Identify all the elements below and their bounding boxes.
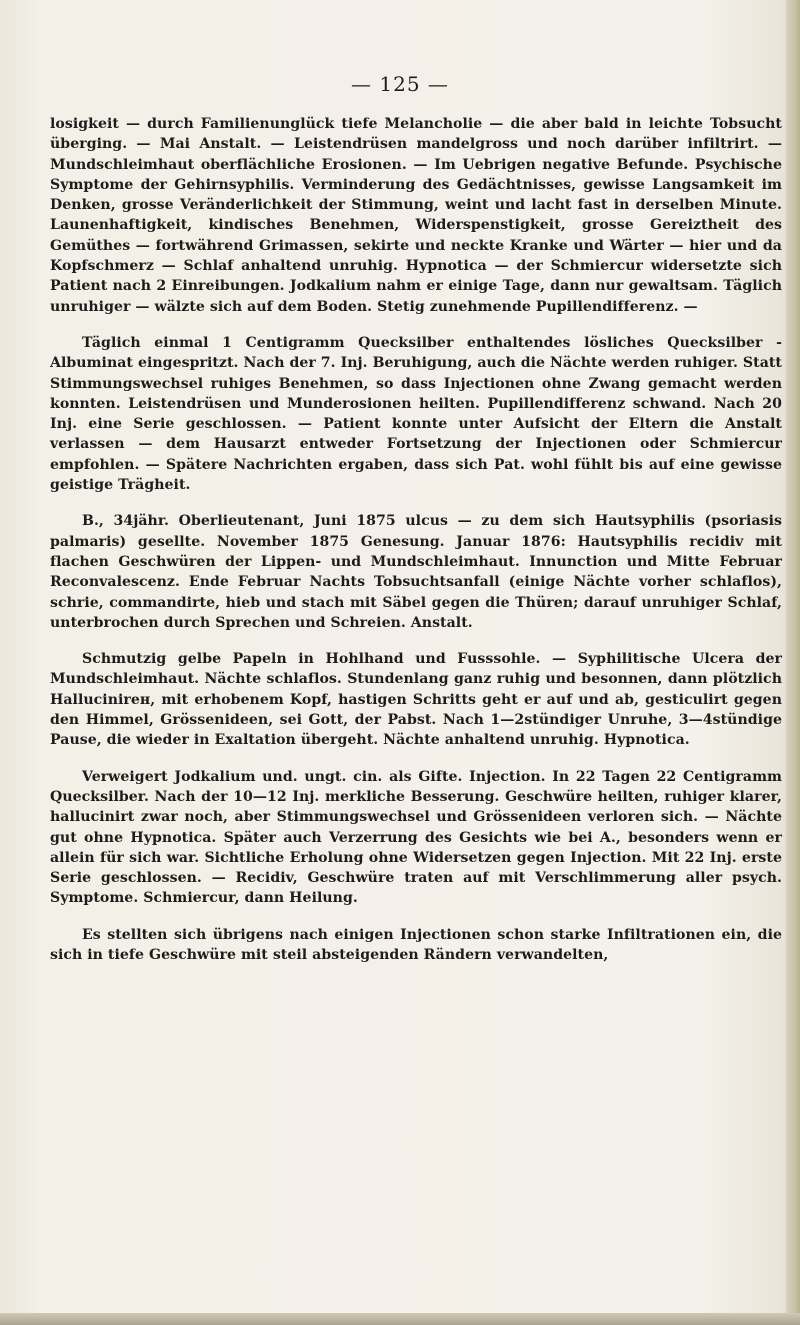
paragraph-gap <box>50 317 782 333</box>
body-text <box>50 114 782 965</box>
paragraph-infiltration: Es stellten sich übrigens nach einigen Injectionen schon starke Infiltrationen ein, die sich in tiefe Geschwüre mit steil absteigenden Rändern verwandelten, <box>50 926 782 963</box>
paragraph-symptoms: Schmutzig gelbe Papeln in Hohlhand und Fusssohle. — Syphilitische Ulcera der Mundschleimhaut. Nächte schlaflos. Stundenlang ganz ruhig und besonnen, dann plötzlich Hallucinirен, mit erhobenem Kopf, hastigen Schritts geht er auf und ab, gesticulirt gegen den Himmel, Grössenideen, sei Gott, der Pabst. Nach 1—2stündiger Unruhe, 3—4stündige Pause, die wieder in Exaltation übergeht. Nächte anhaltend unruhig. Hypnotica. <box>50 651 782 749</box>
paragraph-treatment: Täglich einmal 1 Centigramm Quecksilber enthaltendes lösliches Quecksilber - Albuminat eingespritzt. Nach der 7. Inj. Beruhigung, auch die Nächte werden ruhiger. Statt Stimmungswechsel ruhiges Benehmen, so dass Injectionen ohne Zwang gemacht werden konnten. Leistendrüsen und Munderosionen heilten. Pupillendifferenz schwand. Nach 20 Inj. eine Serie geschlossen. — Patient konnte unter Aufsicht der Eltern die Anstalt verlassen — dem Hausarzt entweder Fortsetzung der Injectionen oder Schmiercur empfohlen. — Spätere Nachrichten ergaben, dass sich Pat. wohl fühlt bis auf eine gewisse geistige Trägheit. <box>50 334 782 494</box>
paragraph-gap <box>50 495 782 511</box>
paragraph-case-b: B., 34jähr. Oberlieutenant, Juni 1875 ulcus — zu dem sich Hautsyphilis (psoriasis palmaris) gesellte. November 1875 Genesung. Januar 1876: Hautsyphilis recidiv mit flachen Geschwüren der Lippen- und Mundschleimhaut. Innunction und Mitte Februar Reconvalescenz. Ende Februar Nachts Tobsuchtsanfall (einige Nächte vorher schlaflos), schrie, commandirte, hieb und stach mit Säbel gegen die Thüren; darauf unruhiger Schlaf, unterbrochen durch Sprechen und Schreien. Anstalt. <box>50 513 782 631</box>
paragraph-gap <box>50 633 782 649</box>
page-number: — 125 — <box>351 72 449 96</box>
paragraph-gap <box>50 909 782 925</box>
page-edge-right <box>786 0 800 1325</box>
page-edge-bottom <box>0 1313 800 1325</box>
paragraph-continuation: losigkeit — durch Familienunglück tiefe Melancholie — die aber bald in leichte Tobsucht überging. — Mai Anstalt. — Leistendrüsen mandelgross und noch darüber infiltrirt. — Mundschleimhaut oberflächliche Erosionen. — Im Uebrigen negative Befunde. Psychische Symptome der Gehirnsyphilis. Verminderung des Gedächtnisses, gewisse Langsamkeit im Denken, grosse Veränderlichkeit der Stimmung, weint und lacht fast in derselben Minute. Launenhaftigkeit, kindisches Benehmen, Widerspenstigkeit, grosse Gereiztheit des Gemüthes — fortwährend Grimassen, sekirte und neckte Kranke und Wärter — hier und da Kopfschmerz — Schlaf anhaltend unruhig. Hypnotica — der Schmiercur widersetzte sich Patient nach 2 Einreibungen. Jodkalium nahm er einige Tage, dann nur gewaltsam. Täglich unruhiger — wälzte sich auf dem Boden. Stetig zunehmende Pupillendifferenz. — <box>50 116 782 315</box>
paragraph-injection: Verweigert Jodkalium und. ungt. cin. als Gifte. Injection. In 22 Tagen 22 Centigramm Quecksilber. Nach der 10—12 Inj. merkliche Besserung. Geschwüre heilten, ruhiger klarer, hallucinirt zwar noch, aber Stimmungswechsel und Grössenideen verloren sich. — Nächte gut ohne Hypnotica. Später auch Verzerrung des Gesichts wie bei A., besonders wenn er allein für sich war. Sichtliche Erholung ohne Widersetzen gegen Injection. Mit 22 Inj. erste Serie geschlossen. — Recidiv, Geschwüre traten auf mit Verschlimmerung aller psych. Symptome. Schmiercur, dann Heilung. <box>50 768 782 907</box>
paragraph-gap <box>50 751 782 767</box>
